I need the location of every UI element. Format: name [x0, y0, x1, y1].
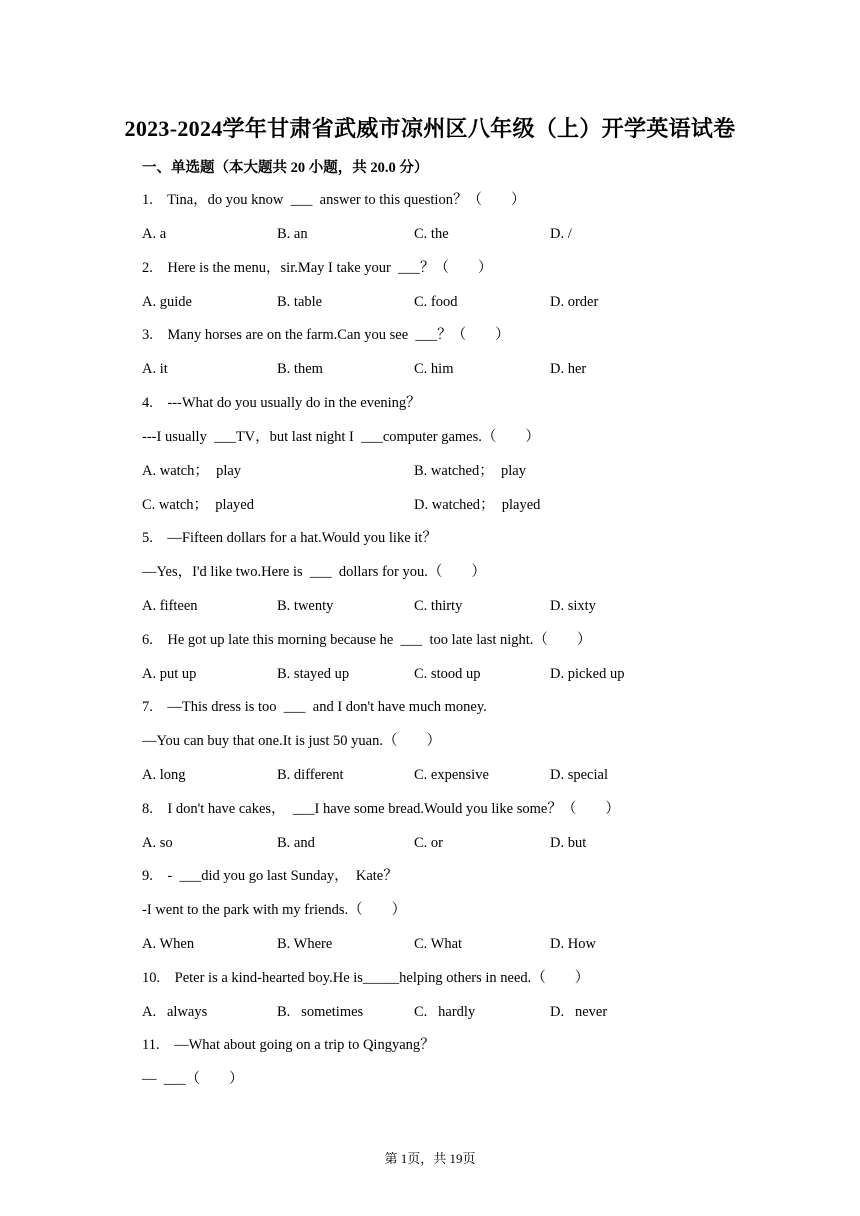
question-3-option-b: B. them: [277, 361, 323, 377]
question-8-option-a: A. so: [142, 835, 173, 851]
question-4-stem-line-2: ---I usually ___TV，but last night I ___computer games.（ ）: [142, 429, 540, 445]
question-10-option-a: A. always: [142, 1004, 208, 1020]
question-10-option-d: D. never: [550, 1004, 608, 1020]
question-5-option-a: A. fifteen: [142, 598, 198, 614]
question-1-option-a: A. a: [142, 226, 167, 242]
question-4-option-d: D. watched； played: [414, 497, 541, 513]
question-5-stem-line-1: 5. —Fifteen dollars for a hat.Would you like it？: [142, 530, 437, 546]
question-7-option-c: C. expensive: [414, 767, 489, 783]
question-7-stem-line-2: —You can buy that one.It is just 50 yuan.（ ）: [142, 733, 441, 749]
question-5-option-d: D. sixty: [550, 598, 596, 614]
question-11-stem-line-2: — ___（ ）: [142, 1071, 244, 1087]
question-10-option-b: B. sometimes: [277, 1004, 364, 1020]
question-9-option-b: B. Where: [277, 936, 333, 952]
question-8-option-b: B. and: [277, 835, 315, 851]
question-1-option-c: C. the: [414, 226, 449, 242]
question-6-option-a: A. put up: [142, 666, 197, 682]
question-5-stem-line-2: —Yes，I'd like two.Here is ___ dollars for you.（ ）: [142, 564, 486, 580]
question-5-option-c: C. thirty: [414, 598, 463, 614]
question-2-option-a: A. guide: [142, 294, 192, 310]
page-footer: 第 1页，共 19页: [384, 1151, 476, 1166]
question-4-option-a: A. watch； play: [142, 463, 242, 479]
question-4-option-b: B. watched； play: [414, 463, 526, 479]
question-3-stem: 3. Many horses are on the farm.Can you see ___？（ ）: [142, 327, 510, 343]
question-3-option-d: D. her: [550, 361, 587, 377]
question-4-stem-line-1: 4. ---What do you usually do in the evening？: [142, 395, 421, 411]
question-11-stem-line-1: 11. —What about going on a trip to Qingyang？: [142, 1037, 435, 1053]
question-8-option-d: D. but: [550, 835, 587, 851]
question-10-option-c: C. hardly: [414, 1004, 476, 1020]
question-7-option-b: B. different: [277, 767, 344, 783]
question-1-option-b: B. an: [277, 226, 308, 242]
question-9-stem-line-1: 9. - ___did you go last Sunday， Kate？: [142, 868, 398, 884]
question-1-stem: 1. Tina，do you know ___ answer to this question？（ ）: [142, 192, 526, 208]
question-9-option-d: D. How: [550, 936, 596, 952]
question-2-option-c: C. food: [414, 294, 458, 310]
question-7-option-d: D. special: [550, 767, 608, 783]
section-heading: 一、单选题（本大题共 20 小题，共 20.0 分）: [142, 160, 429, 176]
question-1-option-d: D. /: [550, 226, 572, 242]
question-6-option-d: D. picked up: [550, 666, 625, 682]
question-10-stem: 10. Peter is a kind-hearted boy.He is_____helping others in need.（ ）: [142, 970, 590, 986]
question-2-stem: 2. Here is the menu，sir.May I take your ___？（ ）: [142, 260, 493, 276]
question-9-option-c: C. What: [414, 936, 463, 952]
question-7-stem-line-1: 7. —This dress is too ___ and I don't have much money.: [142, 699, 487, 715]
question-8-option-c: C. or: [414, 835, 443, 851]
page-title: 2023-2024学年甘肃省武威市凉州区八年级（上）开学英语试卷: [124, 116, 736, 141]
question-4-option-c: C. watch； played: [142, 497, 254, 513]
question-2-option-d: D. order: [550, 294, 599, 310]
question-9-option-a: A. When: [142, 936, 195, 952]
question-6-option-c: C. stood up: [414, 666, 481, 682]
question-9-stem-line-2: -I went to the park with my friends.（ ）: [142, 902, 407, 918]
question-8-stem: 8. I don't have cakes， ___I have some bread.Would you like some？（ ）: [142, 801, 620, 817]
question-3-option-a: A. it: [142, 361, 168, 377]
question-6-option-b: B. stayed up: [277, 666, 350, 682]
question-6-stem: 6. He got up late this morning because he ___ too late last night.（ ）: [142, 632, 592, 648]
question-5-option-b: B. twenty: [277, 598, 334, 614]
question-2-option-b: B. table: [277, 294, 323, 310]
question-3-option-c: C. him: [414, 361, 454, 377]
question-7-option-a: A. long: [142, 767, 186, 783]
